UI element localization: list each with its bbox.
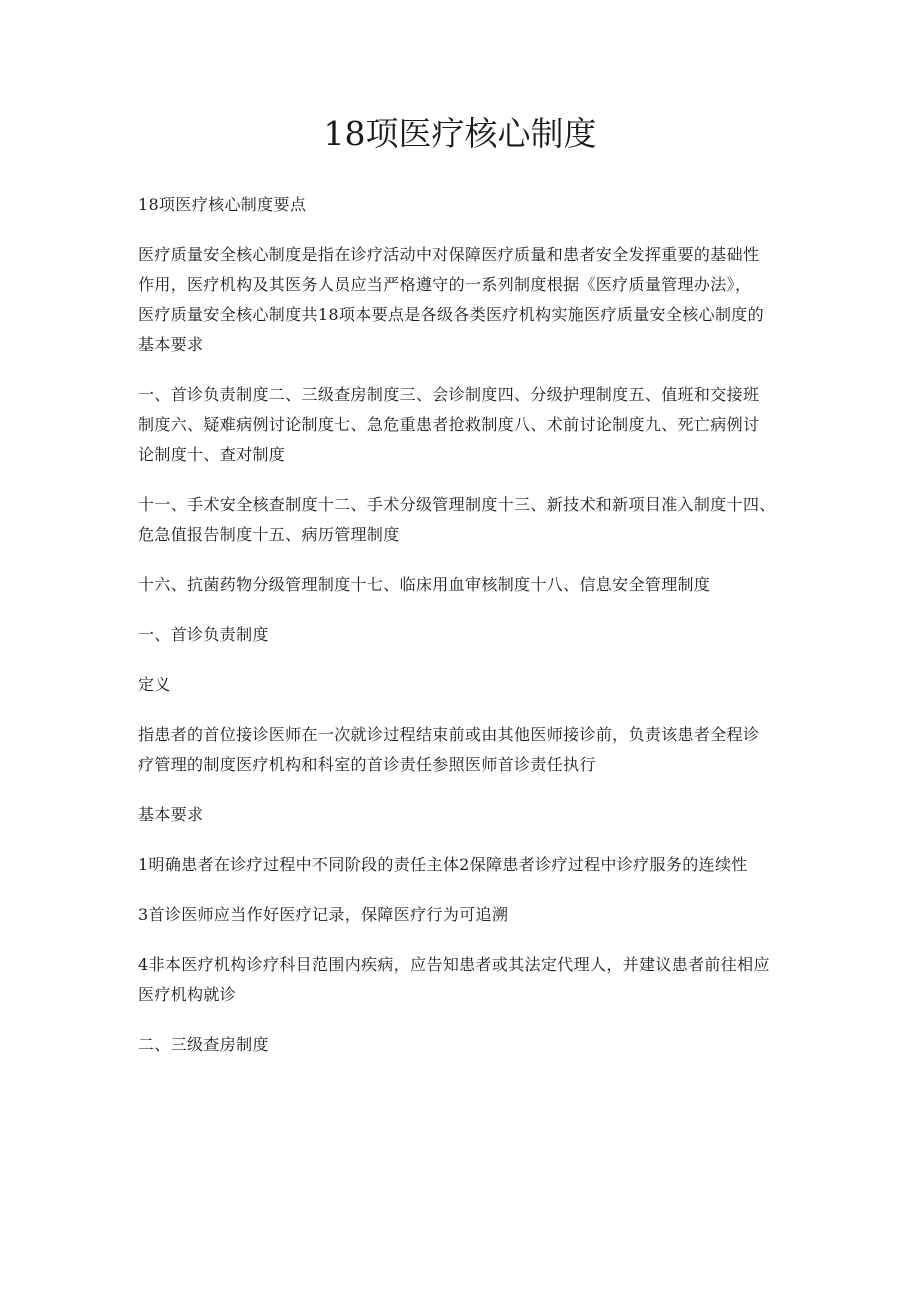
- paragraph-intro: [138, 240, 814, 360]
- paragraph-list-sixteen-to-eighteen: [138, 570, 814, 600]
- text-line: 基本要求: [138, 335, 204, 354]
- subheading-definition: [138, 670, 814, 700]
- text-line: 定义: [138, 675, 171, 694]
- document-body: [138, 190, 814, 1080]
- text-line: 基本要求: [138, 805, 204, 824]
- paragraph-summary-heading: [138, 190, 814, 220]
- requirement-item-1-2: [138, 850, 814, 880]
- text-line: 十一、手术安全核查制度十二、手术分级管理制度十三、新技术和新项目准入制度十四、: [138, 495, 776, 514]
- section-heading-three-level-rounds: [138, 1030, 814, 1060]
- text-line: 18项医疗核心制度要点: [138, 195, 307, 214]
- document-title: 18项医疗核心制度: [323, 114, 597, 153]
- paragraph-list-eleven-to-fifteen: [138, 490, 814, 550]
- requirement-item-4: [138, 950, 814, 1010]
- text-line: 论制度十、查对制度: [138, 445, 286, 464]
- text-line: 作用，医疗机构及其医务人员应当严格遵守的一系列制度根据《医疗质量管理办法》，: [138, 275, 752, 294]
- text-line: 疗管理的制度医疗机构和科室的首诊责任参照医师首诊责任执行: [138, 755, 596, 774]
- text-line: 危急值报告制度十五、病历管理制度: [138, 525, 400, 544]
- text-line: 4非本医疗机构诊疗科目范围内疾病，应告知患者或其法定代理人，并建议患者前往相应: [138, 955, 770, 974]
- paragraph-list-one-to-ten: [138, 380, 814, 470]
- requirement-item-3: [138, 900, 814, 930]
- section-heading-first-visit: [138, 620, 814, 650]
- text-line: 3首诊医师应当作好医疗记录，保障医疗行为可追溯: [138, 905, 509, 924]
- paragraph-definition: [138, 720, 814, 780]
- text-line: 医疗质量安全核心制度共18项本要点是各级各类医疗机构实施医疗质量安全核心制度的: [138, 305, 765, 324]
- text-line: 1明确患者在诊疗过程中不同阶段的责任主体2保障患者诊疗过程中诊疗服务的连续性: [138, 855, 748, 874]
- text-line: 制度六、疑难病例讨论制度七、急危重患者抢救制度八、术前讨论制度九、死亡病例讨: [138, 415, 760, 434]
- text-line: 指患者的首位接诊医师在一次就诊过程结束前或由其他医师接诊前，负责该患者全程诊: [138, 725, 760, 744]
- text-line: 二、三级查房制度: [138, 1035, 269, 1054]
- text-line: 医疗质量安全核心制度是指在诊疗活动中对保障医疗质量和患者安全发挥重要的基础性: [138, 245, 760, 264]
- text-line: 一、首诊负责制度二、三级查房制度三、会诊制度四、分级护理制度五、值班和交接班: [138, 385, 760, 404]
- text-line: 十六、抗菌药物分级管理制度十七、临床用血审核制度十八、信息安全管理制度: [138, 575, 711, 594]
- text-line: 一、首诊负责制度: [138, 625, 269, 644]
- subheading-basic-requirements: [138, 800, 814, 830]
- text-line: 医疗机构就诊: [138, 985, 237, 1004]
